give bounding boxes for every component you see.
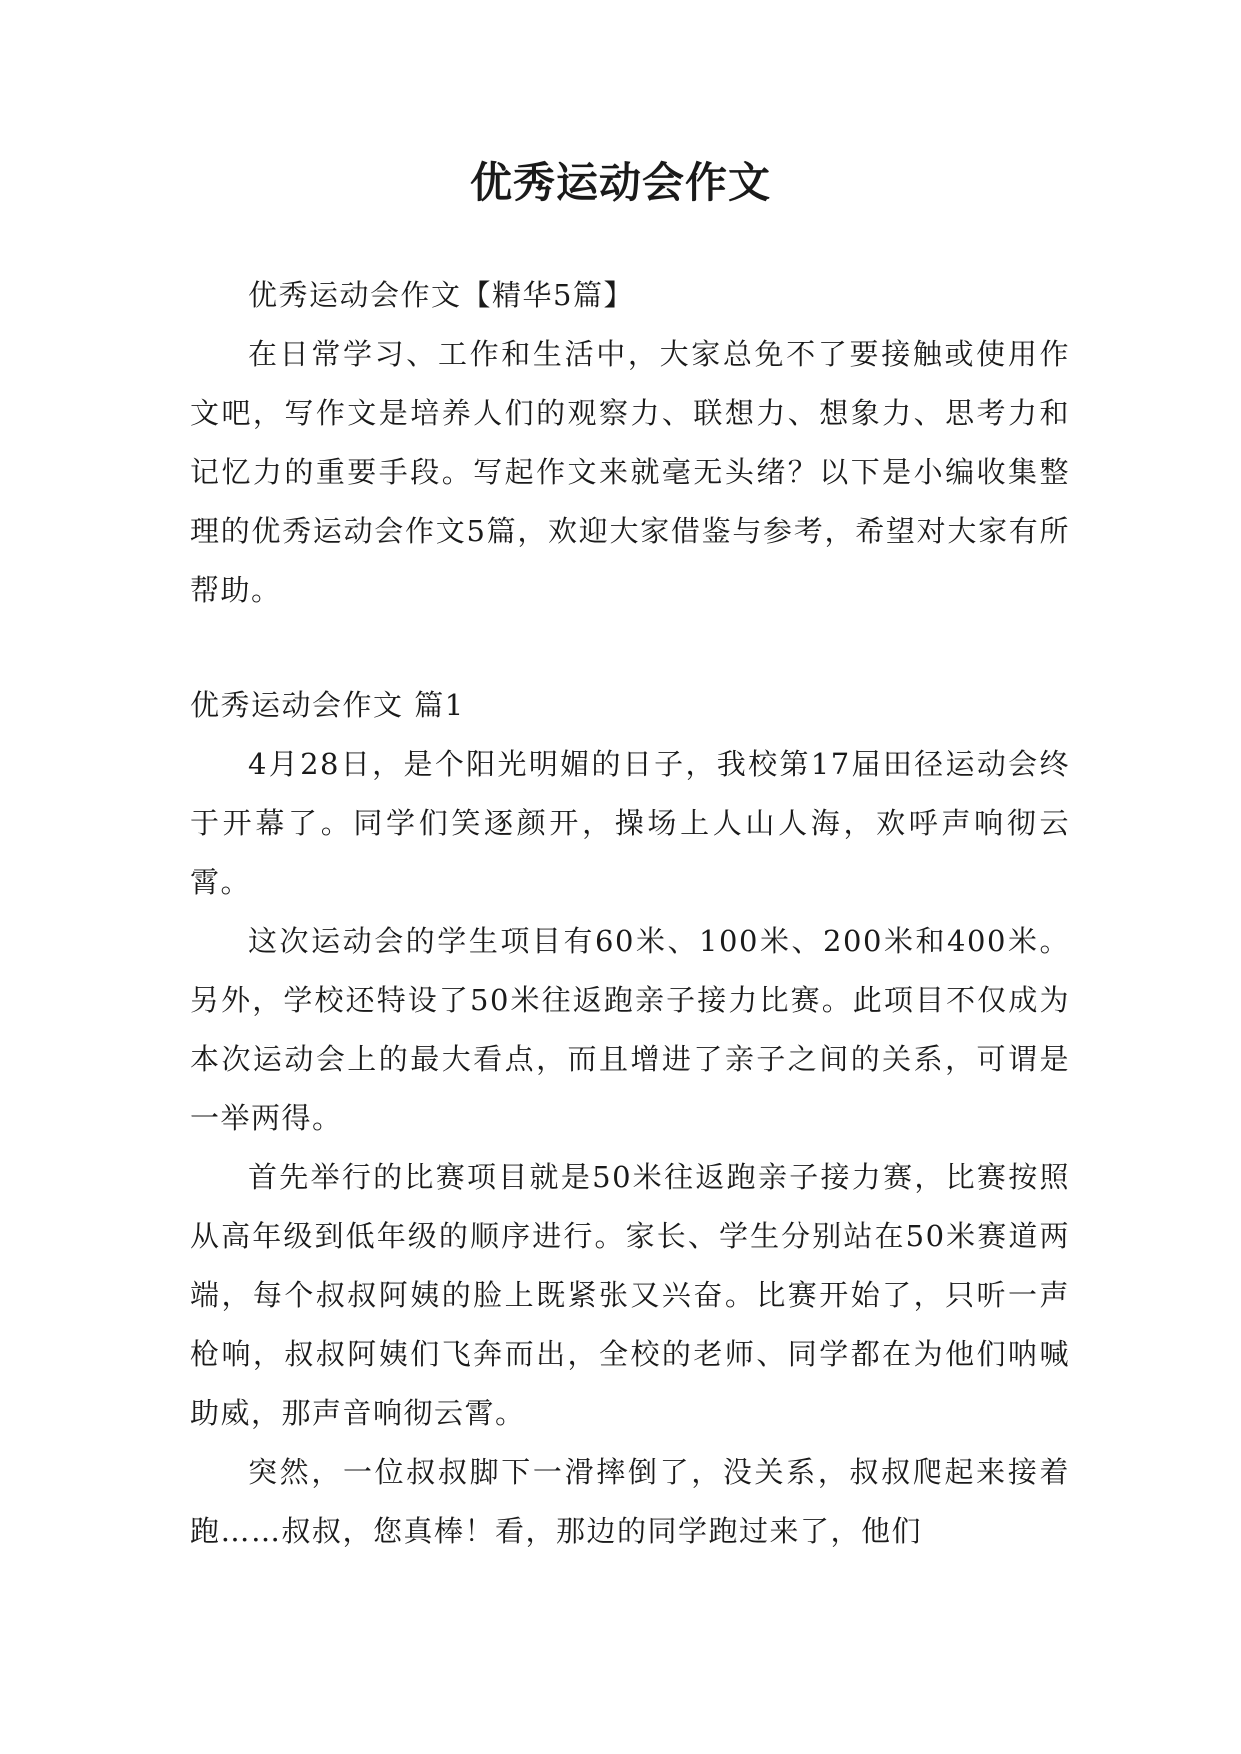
document-title: 优秀运动会作文 [469,158,771,207]
body-paragraph-2: 这次运动会的学生项目有60米、100米、200米和400米。另外，学校还特设了50米往返跑亲子接力比赛。此项目不仅成为本次运动会上的最大看点，而且增进了亲子之间的关系，可谓是一举两得。 [190,924,1070,1135]
document-body [190,266,1070,1561]
section-heading: 优秀运动会作文 篇1 [190,688,465,722]
intro-paragraph: 在日常学习、工作和生活中，大家总免不了要接触或使用作文吧，写作文是培养人们的观察力、联想力、想象力、思考力和记忆力的重要手段。写起作文来就毫无头绪？以下是小编收集整理的优秀运动会作文5篇，欢迎大家借鉴与参考，希望对大家有所帮助。 [190,337,1070,607]
document-subtitle: 优秀运动会作文【精华5篇】 [248,278,634,312]
body-paragraph-3: 首先举行的比赛项目就是50米往返跑亲子接力赛，比赛按照从高年级到低年级的顺序进行。家长、学生分别站在50米赛道两端，每个叔叔阿姨的脸上既紧张又兴奋。比赛开始了，只听一声枪响，叔叔阿姨们飞奔而出，全校的老师、同学都在为他们呐喊助威，那声音响彻云霄。 [190,1160,1070,1430]
body-paragraph-4: 突然，一位叔叔脚下一滑摔倒了，没关系，叔叔爬起来接着跑……叔叔，您真棒！看，那边的同学跑过来了，他们 [190,1455,1070,1548]
body-paragraph-1: 4月28日，是个阳光明媚的日子，我校第17届田径运动会终于开幕了。同学们笑逐颜开，操场上人山人海，欢呼声响彻云霄。 [190,747,1070,899]
